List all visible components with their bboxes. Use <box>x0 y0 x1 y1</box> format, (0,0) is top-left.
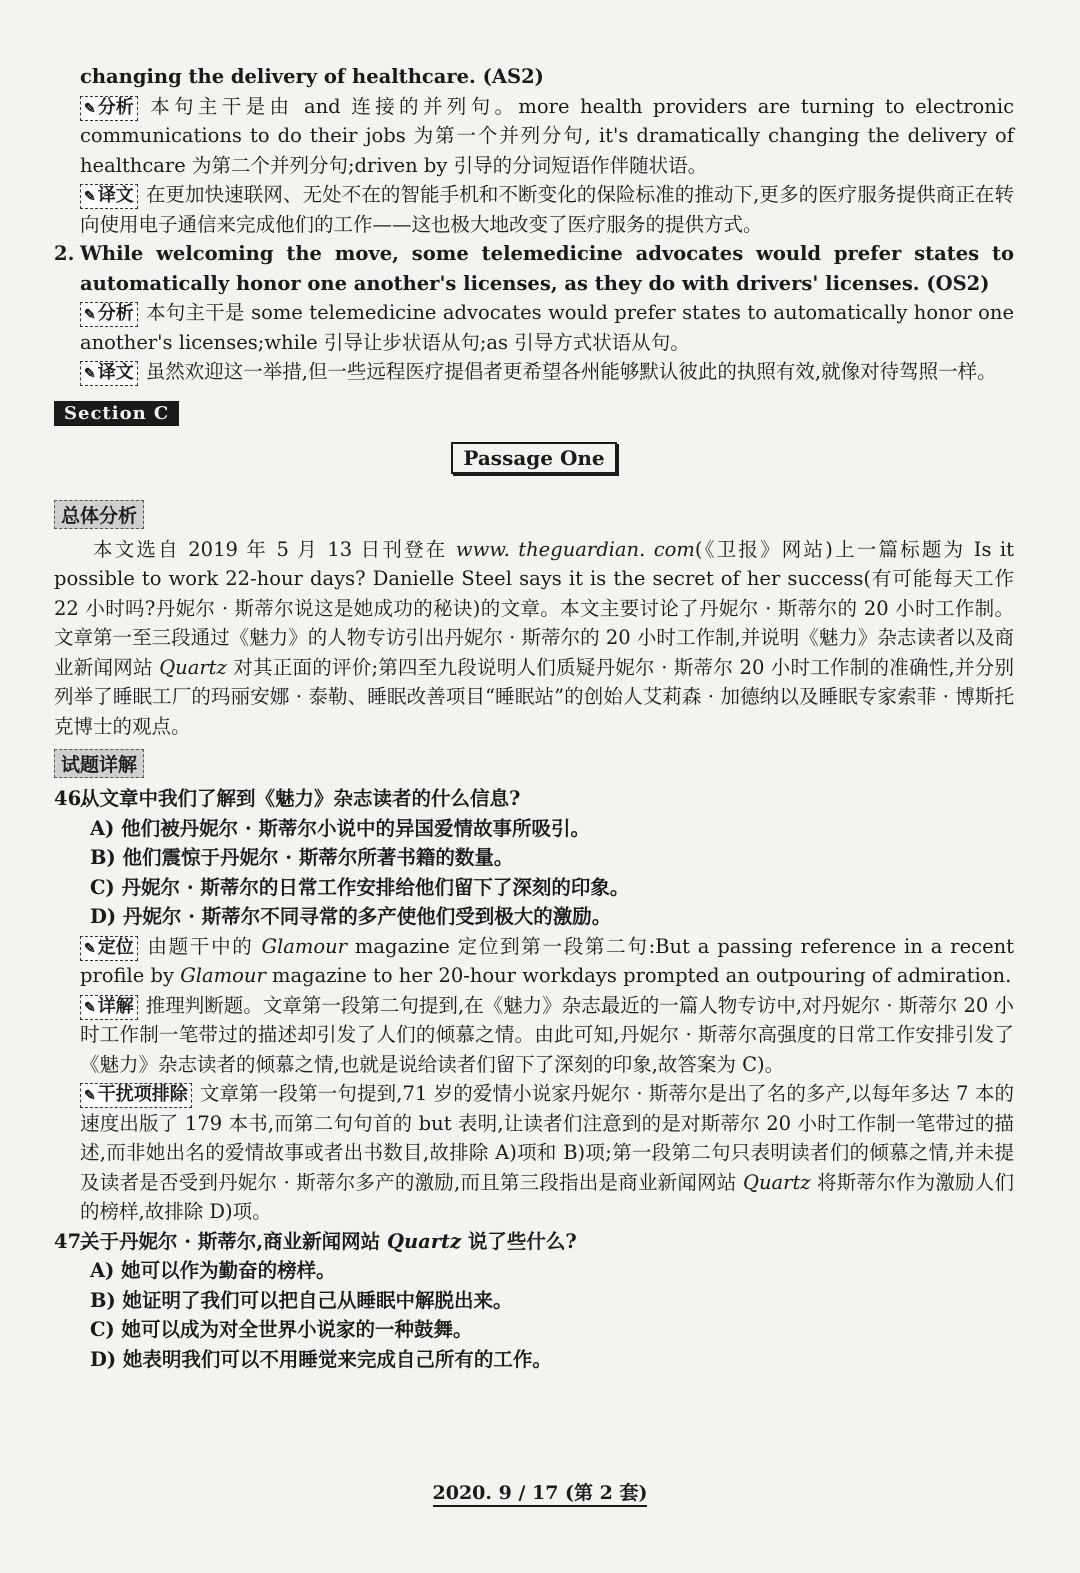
option-a: A) 他们被丹妮尔 · 斯蒂尔小说中的异国爱情故事所吸引。 <box>90 816 591 840</box>
overview-paragraph: 本文选自 2019 年 5 月 13 日刊登在 www. theguardian. com(《卫报》网站)上一篇标题为 Is it possible to work 22-hour days? Danielle Steel says it is the secret of her success(有可能每天工作 22 小时吗?丹妮尔 · 斯蒂尔说这是她成功的秘诀)的文章。本文主要讨论了丹妮尔 · 斯蒂尔的 20 小时工作制。文章第一至三段通过《魅力》的人物专访引出丹妮尔 · 斯蒂尔的 20 小时工作制,并说明《魅力》杂志读者以及商业新闻网站 Quartz 对其正面的评价;第四至九段说明人们质疑丹妮尔 · 斯蒂尔 20 小时工作制的准确性,并分别列举了睡眠工厂的玛丽安娜 · 泰勒、睡眠改善项目“睡眠站”的创始人艾莉森 · 加德纳以及睡眠专家索菲 · 博斯托克博士的观点。 <box>54 537 1014 738</box>
option-c: C) 她可以成为对全世界小说家的一种鼓舞。 <box>90 1318 473 1341</box>
section-header <box>54 387 1014 436</box>
analysis-block <box>54 92 1014 181</box>
section-c-label: Section C <box>54 401 179 426</box>
pen-icon: ✎ <box>84 366 96 382</box>
item-number: 2. <box>54 242 75 265</box>
guardian-site: www. theguardian. com <box>455 537 695 561</box>
detail-header <box>54 741 1014 784</box>
item-2-analysis <box>54 298 1014 357</box>
option-a: A) 她可以作为勤奋的榜样。 <box>90 1259 336 1282</box>
translation-block <box>54 180 1014 239</box>
detail-text: 推理判断题。文章第一段第二句提到,在《魅力》杂志最近的一篇人物专访中,对丹妮尔 · 斯蒂尔 20 小时工作制一笔带过的描述却引发了人们的倾慕之情。由此可知,丹妮尔 · 斯蒂尔高强度的日常工作安排引发了《魅力》杂志读者的倾慕之情,也就是说给读者们留下了深刻的印象,故答案为 C)。 <box>80 993 1014 1076</box>
locate-block: ✎ 定位 由题干中的 Glamour magazine 定位到第一段第二句:But a passing reference in a recent profile by Glamour magazine to her 20-hour workdays prompted an outpouring of admiration. <box>80 934 1015 987</box>
overview-header <box>54 492 1014 535</box>
detail-block <box>54 991 1014 1080</box>
distractor-block: ✎ 干扰项排除 文章第一段第一句提到,71 岁的爱情小说家丹妮尔 · 斯蒂尔是出了名的多产,以每年多达 7 本的速度出版了 179 本书,而第二句句首的 but 表明,让读者们注意到的是对斯蒂尔 20 小时工作制一笔带过的描述,而非她出名的爱情故事或者出书数目,故排除 A)项和 B)项;第一段第二句只表明读者们的倾慕之情,并未提及读者是否受到丹妮尔 · 斯蒂尔多产的激励,而且第三段指出是商业新闻网站 Quartz 将斯蒂尔作为激励人们的榜样,故排除 D)项。 <box>80 1082 1014 1223</box>
option-b: B) 他们震惊于丹妮尔 · 斯蒂尔所著书籍的数量。 <box>90 846 514 869</box>
page-footer: 2020. 9 / 17 (第 2 套) <box>0 1478 1080 1505</box>
analysis-text: 本句主干是 some telemedicine advocates would prefer states to automatically honor one another's licenses;while 引导让步状语从句;as 引导方式状语从句。 <box>80 301 1014 354</box>
pen-icon: ✎ <box>84 1088 96 1104</box>
translation-tag: ✎ 译文 <box>80 184 138 209</box>
question-number: 47. <box>54 1229 88 1253</box>
detail-explain-tag: ✎ 详解 <box>80 995 138 1020</box>
pen-icon: ✎ <box>84 100 96 117</box>
question-47: 47.关于丹妮尔 · 斯蒂尔,商业新闻网站 Quartz 说了些什么? <box>54 1227 1014 1257</box>
question-number: 46. <box>54 787 88 810</box>
question-46: 46.从文章中我们了解到《魅力》杂志读者的什么信息? <box>54 784 1014 814</box>
passage-title: Passage One <box>54 442 1014 474</box>
option-b: B) 她证明了我们可以把自己从睡眠中解脱出来。 <box>90 1288 513 1312</box>
item-2-translation <box>54 357 1014 387</box>
pen-icon: ✎ <box>84 999 96 1016</box>
item-2-sentence: 2. While welcoming the move, some telemedicine advocates would prefer states to automatically honor one another's licenses, as they do with drivers' licenses. (OS2) <box>54 239 1014 298</box>
option-d: D) 丹妮尔 · 斯蒂尔不同寻常的多产使他们受到极大的激励。 <box>90 905 612 928</box>
analysis-text: 本句主干是由 and 连接的并列句。more health providers are turning to electronic communications to do their jobs 为第一个并列分句, it's dramatically changing the delivery of healthcare 为第二个并列分句;driven by 引导的分词短语作伴随状语。 <box>80 94 1014 177</box>
distractor-tag: ✎ 干扰项排除 <box>80 1083 192 1108</box>
translation-tag: ✎ 译文 <box>80 361 138 386</box>
option-d: D) 她表明我们可以不用睡觉来完成自己所有的工作。 <box>90 1347 552 1371</box>
sentence-continuation: changing the delivery of healthcare. (AS2) <box>80 65 544 88</box>
translation-text: 在更加快速联网、无处不在的智能手机和不断变化的保险标准的推动下,更多的医疗服务提供商正在转向使用电子通信来完成他们的工作——这也极大地改变了医疗服务的提供方式。 <box>80 183 1014 236</box>
locate-tag: ✎ 定位 <box>80 936 138 961</box>
pen-icon: ✎ <box>84 940 96 957</box>
analysis-tag: ✎ 分析 <box>80 302 138 327</box>
translation-text: 虽然欢迎这一举措,但一些远程医疗提倡者更希望各州能够默认彼此的执照有效,就像对待驾照一样。 <box>145 360 997 383</box>
overview-tag: 总体分析 <box>54 500 144 529</box>
pen-icon: ✎ <box>84 307 96 323</box>
detail-tag: 试题详解 <box>54 749 144 778</box>
analysis-tag: ✎ 分析 <box>80 96 138 121</box>
option-c: C) 丹妮尔 · 斯蒂尔的日常工作安排给他们留下了深刻的印象。 <box>90 875 630 899</box>
pen-icon: ✎ <box>84 189 96 205</box>
